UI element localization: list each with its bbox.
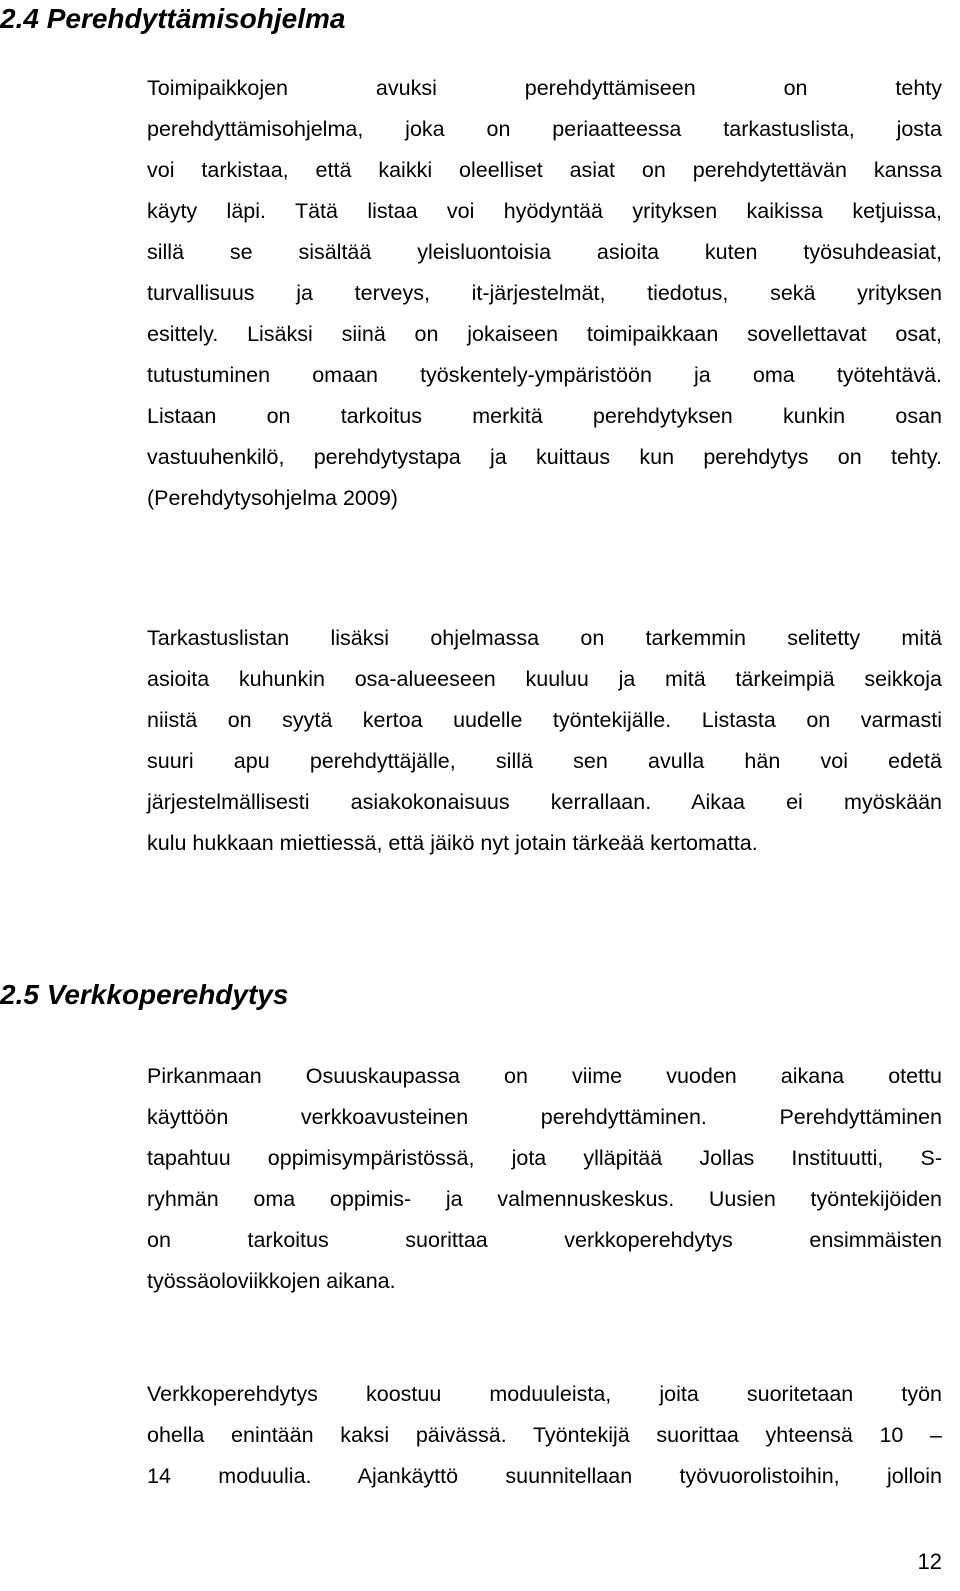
paragraph <box>147 618 942 864</box>
paragraph <box>147 68 942 519</box>
text-line: Toimipaikkojen avuksi perehdyttämiseen on tehty <box>147 76 942 100</box>
section-heading: 2.4 Perehdyttämisohjelma <box>0 3 346 34</box>
text-line: ohella enintään kaksi päivässä. Työntekijä suorittaa yhteensä 10 – <box>147 1423 942 1447</box>
text-line: esittely. Lisäksi siinä on jokaiseen toimipaikkaan sovellettavat osat, <box>147 322 942 346</box>
text-line: turvallisuus ja terveys, it-järjestelmät, tiedotus, sekä yrityksen <box>147 281 942 305</box>
text-line: Tarkastuslistan lisäksi ohjelmassa on tarkemmin selitetty mitä <box>147 626 942 650</box>
section-heading: 2.5 Verkkoperehdytys <box>0 979 289 1010</box>
text-line: voi tarkistaa, että kaikki oleelliset asiat on perehdytettävän kanssa <box>147 158 942 182</box>
text-line: (Perehdytysohjelma 2009) <box>147 486 398 510</box>
text-line: suuri apu perehdyttäjälle, sillä sen avulla hän voi edetä <box>147 749 942 773</box>
text-line: ryhmän oma oppimis- ja valmennuskeskus. Uusien työntekijöiden <box>147 1187 942 1211</box>
text-line: kulu hukkaan miettiessä, että jäikö nyt jotain tärkeää kertomatta. <box>147 831 758 855</box>
text-line: Verkkoperehdytys koostuu moduuleista, joita suoritetaan työn <box>147 1382 942 1406</box>
text-line: järjestelmällisesti asiakokonaisuus kerrallaan. Aikaa ei myöskään <box>147 790 942 814</box>
text-line: niistä on syytä kertoa uudelle työntekijälle. Listasta on varmasti <box>147 708 942 732</box>
text-line: työssäoloviikkojen aikana. <box>147 1269 396 1293</box>
text-line: 14 moduulia. Ajankäyttö suunnitellaan työvuorolistoihin, jolloin <box>147 1464 942 1488</box>
text-line: asioita kuhunkin osa-alueeseen kuuluu ja mitä tärkeimpiä seikkoja <box>147 667 942 691</box>
text-line: käyty läpi. Tätä listaa voi hyödyntää yrityksen kaikissa ketjuissa, <box>147 199 942 223</box>
text-line: Listaan on tarkoitus merkitä perehdytyksen kunkin osan <box>147 404 942 428</box>
paragraph <box>147 1056 942 1302</box>
paragraph <box>147 1374 942 1497</box>
page-number: 12 <box>917 1549 942 1574</box>
text-line: tapahtuu oppimisympäristössä, jota ylläpitää Jollas Instituutti, S- <box>147 1146 942 1170</box>
text-line: perehdyttämisohjelma, joka on periaatteessa tarkastuslista, josta <box>147 117 942 141</box>
text-line: sillä se sisältää yleisluontoisia asioita kuten työsuhdeasiat, <box>147 240 942 264</box>
text-line: vastuuhenkilö, perehdytystapa ja kuittaus kun perehdytys on tehty. <box>147 445 942 469</box>
text-line: Pirkanmaan Osuuskaupassa on viime vuoden aikana otettu <box>147 1064 942 1088</box>
text-line: on tarkoitus suorittaa verkkoperehdytys ensimmäisten <box>147 1228 942 1252</box>
text-line: käyttöön verkkoavusteinen perehdyttäminen. Perehdyttäminen <box>147 1105 942 1129</box>
text-line: tutustuminen omaan työskentely-ympäristöön ja oma työtehtävä. <box>147 363 942 387</box>
